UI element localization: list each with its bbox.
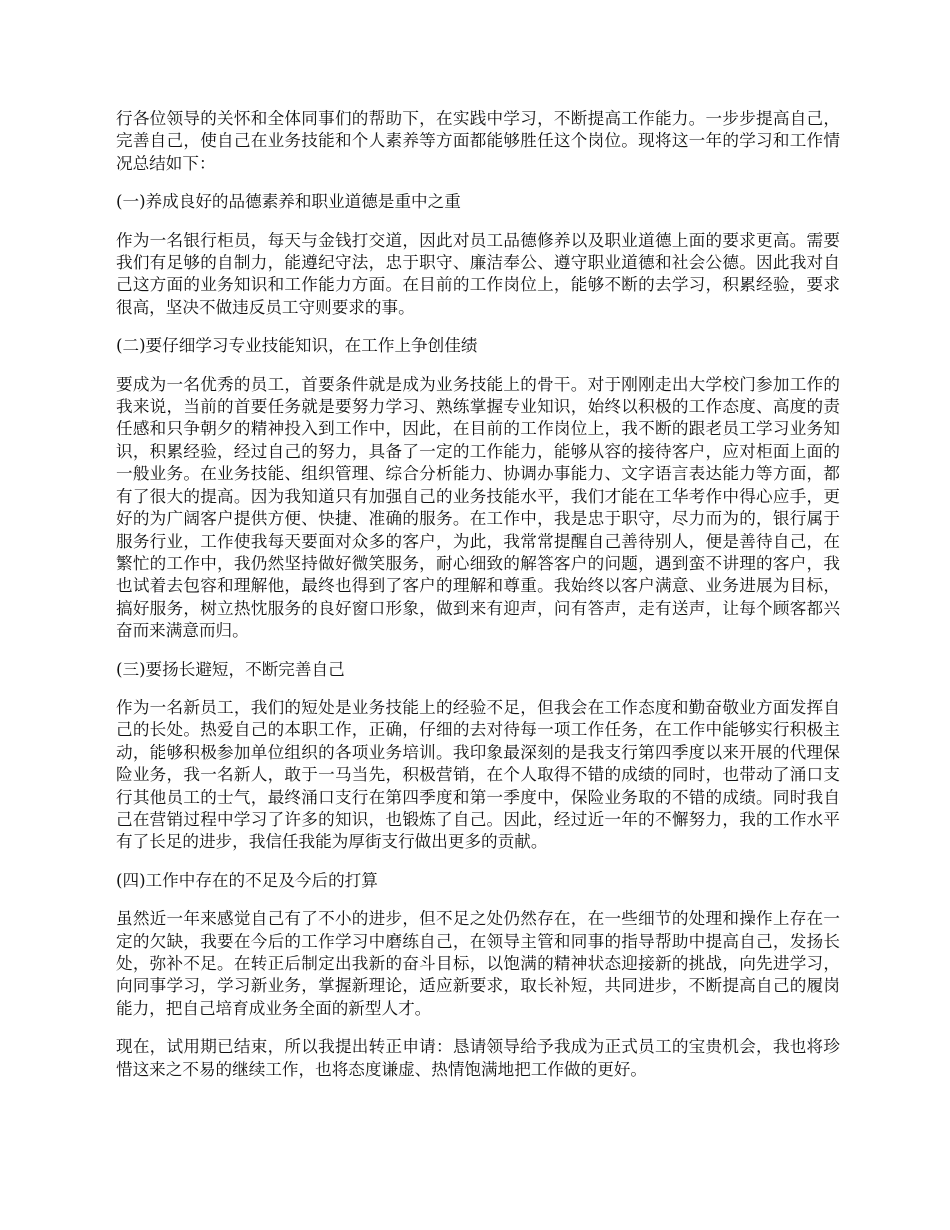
paragraph-section-1: 作为一名银行柜员，每天与金钱打交道，因此对员工品德修养以及职业道德上面的要求更高。需要我们有足够的自制力，能遵纪守法，忠于职守、廉洁奉公、遵守职业道德和社会公德。因此我对自己这方面的业务知识和工作能力方面。在目前的工作岗位上，能够不断的去学习，积累经验，要求很高，坚决不做违反员工守则要求的事。 [116, 230, 840, 317]
document-body [116, 108, 840, 1097]
section-heading-1: (一)养成良好的品德素养和职业道德是重中之重 [116, 192, 461, 212]
paragraph-section-4: 虽然近一年来感觉自己有了不小的进步，但不足之处仍然存在，在一些细节的处理和操作上存在一定的欠缺，我要在今后的工作学习中磨练自己，在领导主管和同事的指导帮助中提高自己，发扬长处，弥补不足。在转正后制定出我新的奋斗目标，以饱满的精神状态迎接新的挑战，向先进学习，向同事学习，学习新业务，掌握新理论，适应新要求，取长补短，共同进步，不断提高自己的履岗能力，把自己培育成业务全面的新型人才。 [116, 909, 840, 1018]
section-heading-4: (四)工作中存在的不足及今后的打算 [116, 870, 378, 890]
section-heading-3: (三)要扬长避短，不断完善自己 [116, 659, 345, 679]
section-heading-2: (二)要仔细学习专业技能知识，在工作上争创佳绩 [116, 336, 478, 356]
paragraph-intro: 行各位领导的关怀和全体同事们的帮助下，在实践中学习，不断提高工作能力。一步步提高自己，完善自己，使自己在业务技能和个人素养等方面都能够胜任这个岗位。现将这一年的学习和工作情况总结如下： [116, 109, 840, 173]
paragraph-section-2: 要成为一名优秀的员工，首要条件就是成为业务技能上的骨干。对于刚刚走出大学校门参加工作的我来说，当前的首要任务就是要努力学习、熟练掌握专业知识，始终以积极的工作态度、高度的责任感和只争朝夕的精神投入到工作中，因此，在目前的工作岗位上，我不断的跟老员工学习业务知识，积累经验，经过自己的努力，具备了一定的工作能力，能够从容的接待客户，应对柜面上面的一般业务。在业务技能、组织管理、综合分析能力、协调办事能力、文字语言表达能力等方面，都有了很大的提高。因为我知道只有加强自己的业务技能水平，我们才能在工华考作中得心应手，更好的为广阔客户提供方便、快捷、准确的服务。在工作中，我是忠于职守，尽力而为的，银行属于服务行业，工作使我每天要面对众多的客户，为此，我常常提醒自己善待别人，便是善待自己，在繁忙的工作中，我仍然坚持做好微笑服务，耐心细致的解答客户的问题，遇到蛮不讲理的客户，我也试着去包容和理解他，最终也得到了客户的理解和尊重。我始终以客户满意、业务进展为目标，搞好服务，树立热忱服务的良好窗口形象，做到来有迎声，问有答声，走有送声，让每个顾客都兴奋而来满意而归。 [116, 374, 840, 641]
paragraph-section-3: 作为一名新员工，我们的短处是业务技能上的经验不足，但我会在工作态度和勤奋敬业方面发挥自己的长处。热爱自己的本职工作，正确，仔细的去对待每一项工作任务，在工作中能够实行积极主动，能够积极参加单位组织的各项业务培训。我印象最深刻的是我支行第四季度以来开展的代理保险业务，我一名新人，敢于一马当先，积极营销，在个人取得不错的成绩的同时，也带动了涌口支行其他员工的士气，最终涌口支行在第四季度和第一季度中，保险业务取的不错的成绩。同时我自己在营销过程中学习了许多的知识，也锻炼了自己。因此，经过近一年的不懈努力，我的工作水平有了长足的进步，我信任我能为厚街支行做出更多的贡献。 [116, 697, 840, 852]
paragraph-conclusion: 现在，试用期已结束，所以我提出转正申请：恳请领导给予我成为正式员工的宝贵机会，我也将珍惜这来之不易的继续工作，也将态度谦虚、热情饱满地把工作做的更好。 [116, 1037, 840, 1079]
